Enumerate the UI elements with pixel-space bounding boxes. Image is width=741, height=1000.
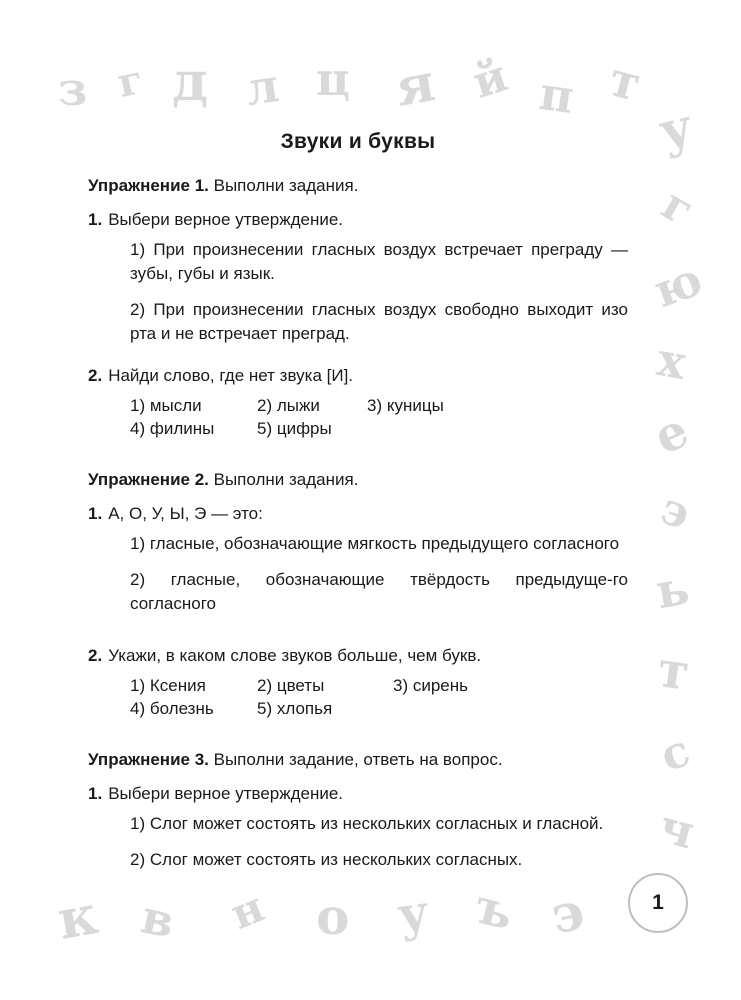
decor-letter: у — [653, 96, 699, 162]
exercise-label: Упражнение 1. — [88, 176, 209, 195]
answer-row — [130, 417, 628, 440]
task-number: 2. — [88, 366, 103, 385]
answer-option[interactable]: 5) цифры — [257, 419, 332, 438]
page-title: Звуки и буквы — [280, 130, 436, 153]
decor-letter: т — [654, 639, 694, 702]
exercise-label: Упражнение 3. — [88, 750, 209, 769]
decor-letter: н — [223, 882, 271, 940]
answer-option[interactable]: 1) При произнесении гласных воздух встречает преграду — зубы, губы и язык. — [130, 240, 628, 283]
task-1-2 — [88, 366, 628, 386]
decor-letter: х — [653, 332, 690, 390]
answer-option[interactable]: 3) сирень — [393, 676, 468, 695]
exercise-3-heading — [88, 750, 628, 770]
decor-letter: ъ — [469, 878, 520, 942]
task-1-1 — [88, 210, 628, 230]
decor-letter: к — [52, 882, 103, 952]
decor-letter: з — [58, 62, 88, 116]
answer-row — [130, 697, 628, 720]
answer-option[interactable]: 5) хлопья — [257, 699, 333, 718]
decor-letter: т — [603, 51, 647, 113]
answer-option[interactable]: 1) Слог может состоять из нескольких согласных и гласной. — [130, 814, 604, 833]
decor-letter: о — [316, 887, 350, 946]
task-number: 2. — [88, 646, 103, 665]
decor-letter: й — [466, 50, 514, 109]
decor-letter: в — [136, 889, 180, 949]
page-number: 1 — [628, 873, 688, 933]
task-text: Выбери верное утверждение. — [108, 210, 344, 229]
answer-option[interactable]: 2) При произнесении гласных воздух свободно выходит изо рта и не встречает преград. — [130, 300, 628, 343]
decor-letter: п — [536, 65, 578, 125]
task-2-1 — [88, 504, 628, 524]
exercise-instruction: Выполни задания. — [213, 176, 359, 195]
answer-option[interactable]: 1) гласные, обозначающие мягкость предыдущего согласного — [130, 534, 620, 553]
task-text: А, О, У, Ы, Э — это: — [108, 504, 263, 523]
answer-option[interactable]: 2) цветы — [257, 676, 325, 695]
exercise-1-heading — [88, 176, 628, 196]
answer-option[interactable]: 1) мысли — [130, 396, 202, 415]
decor-letter: ц — [316, 52, 350, 106]
task-text: Найди слово, где нет звука [И]. — [108, 366, 354, 385]
answer-option[interactable]: 2) Слог может состоять из нескольких согласных. — [130, 850, 523, 869]
decor-letter: л — [242, 58, 283, 116]
decor-letter: ь — [651, 559, 694, 621]
exercise-label: Упражнение 2. — [88, 470, 209, 489]
task-number: 1. — [88, 210, 103, 229]
exercise-instruction: Выполни задания. — [213, 470, 359, 489]
task-text: Выбери верное утверждение. — [108, 784, 344, 803]
answer-option[interactable]: 2) лыжи — [257, 396, 320, 415]
decor-letter: э — [545, 880, 590, 947]
task-3-1 — [88, 784, 628, 804]
task-2-2 — [88, 646, 628, 666]
decor-letter: д — [172, 49, 208, 113]
task-number: 1. — [88, 504, 103, 523]
decor-letter: е — [645, 402, 697, 466]
decor-letter: я — [390, 52, 440, 119]
exercise-instruction: Выполни задание, ответь на вопрос. — [213, 750, 503, 769]
task-number: 1. — [88, 784, 103, 803]
decor-letter: ю — [646, 251, 709, 319]
exercise-2-heading — [88, 470, 628, 490]
answer-row — [130, 394, 628, 417]
decor-letter: у — [394, 884, 433, 944]
answer-row — [130, 674, 628, 697]
answer-option[interactable]: 2) гласные, обозначающие твёрдость предыдуще-го согласного — [130, 570, 628, 613]
decor-letter: э — [654, 482, 697, 541]
decor-letter: г — [653, 178, 703, 237]
decor-letter: г — [113, 55, 148, 108]
answer-option[interactable]: 1) Ксения — [130, 676, 206, 695]
decor-letter: ч — [653, 798, 701, 860]
decor-letter: с — [653, 724, 697, 783]
answer-option[interactable]: 4) филины — [130, 419, 215, 438]
answer-option[interactable]: 3) куницы — [367, 396, 444, 415]
task-text: Укажи, в каком слове звуков больше, чем букв. — [108, 646, 482, 665]
answer-option[interactable]: 4) болезнь — [130, 699, 214, 718]
content-area — [88, 130, 628, 884]
